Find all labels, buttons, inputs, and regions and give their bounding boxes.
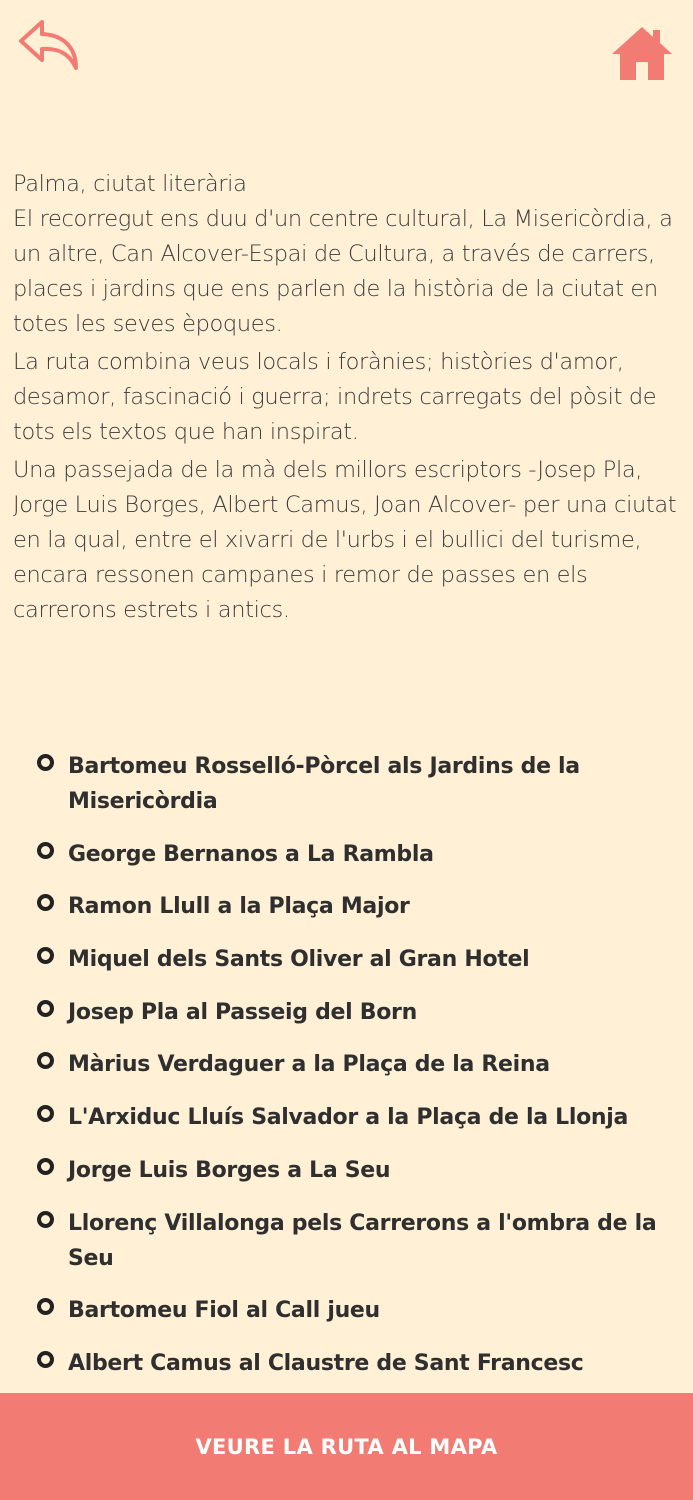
route-stop-label: Ramon Llull a la Plaça Major (68, 894, 410, 920)
top-bar (0, 0, 693, 110)
route-description (13, 167, 681, 631)
description-paragraph-1: El recorregut ens duu d'un centre cultural, La Misericòrdia, a un altre, Can Alcover-Espai de Cultura, a través de carrers, places i jardins que ens parlen de la història de la ciutat en totes les seves èpoques. (13, 206, 673, 337)
route-stop-item[interactable] (30, 837, 670, 872)
circle-bullet-icon (37, 1052, 54, 1069)
circle-bullet-icon (37, 1158, 54, 1175)
route-stop-label: L'Arxiduc Lluís Salvador a la Plaça de la Llonja (68, 1105, 629, 1131)
circle-bullet-icon (37, 947, 54, 964)
home-button[interactable] (610, 24, 674, 82)
route-stop-item[interactable] (30, 1100, 670, 1135)
route-stop-label: Albert Camus al Claustre de Sant Francesc (68, 1350, 584, 1376)
route-stop-item[interactable] (30, 1346, 670, 1381)
route-stop-label: Llorenç Villalonga pels Carrerons a l'ombra de la Seu (68, 1210, 657, 1271)
route-stop-item[interactable] (30, 1293, 670, 1328)
route-stop-label: Bartomeu Rosselló-Pòrcel als Jardins de la Misericòrdia (68, 754, 580, 814)
description-paragraph-3: Una passejada de la mà dels millors escriptors -Josep Pla, Jorge Luis Borges, Albert Camus, Joan Alcover- per una ciutat en la qual, entre el xivarri de l'urbs i el bullici del turisme, encara ressonen campanes i remor de passes en els carrerons estrets i antics. (13, 457, 677, 623)
route-stop-item[interactable] (30, 995, 670, 1030)
circle-bullet-icon (37, 1105, 54, 1122)
route-stop-item[interactable] (30, 1153, 670, 1188)
route-stops-list (30, 749, 670, 1399)
route-stop-label: George Bernanos a La Rambla (68, 841, 434, 867)
route-stop-label: Josep Pla al Passeig del Born (68, 999, 417, 1025)
map-button-label: VEURE LA RUTA AL MAPA (195, 1434, 498, 1459)
home-icon (610, 24, 674, 82)
route-stop-item[interactable] (30, 889, 670, 924)
route-stop-label: Jorge Luis Borges a La Seu (68, 1157, 391, 1183)
route-stop-label: Bartomeu Fiol al Call jueu (68, 1298, 380, 1324)
route-stop-item[interactable] (30, 1206, 670, 1276)
route-stop-item[interactable] (30, 1047, 670, 1082)
reply-arrow-icon (14, 16, 84, 74)
route-stop-item[interactable] (30, 749, 670, 819)
view-route-on-map-button[interactable] (0, 1393, 693, 1500)
route-stop-label: Màrius Verdaguer a la Plaça de la Reina (68, 1052, 550, 1078)
circle-bullet-icon (37, 1298, 54, 1315)
circle-bullet-icon (37, 1211, 54, 1228)
description-paragraph-2: La ruta combina veus locals i forànies; històries d'amor, desamor, fascinació i guerra; indrets carregats del pòsit de tots els textos que han inspirat. (13, 349, 657, 445)
circle-bullet-icon (37, 1351, 54, 1368)
circle-bullet-icon (37, 894, 54, 911)
route-stop-label: Miquel dels Sants Oliver al Gran Hotel (68, 947, 530, 973)
back-button[interactable] (14, 16, 84, 74)
circle-bullet-icon (37, 1000, 54, 1017)
route-title: Palma, ciutat literària (13, 171, 247, 197)
circle-bullet-icon (37, 754, 54, 771)
route-stop-item[interactable] (30, 942, 670, 977)
circle-bullet-icon (37, 842, 54, 859)
